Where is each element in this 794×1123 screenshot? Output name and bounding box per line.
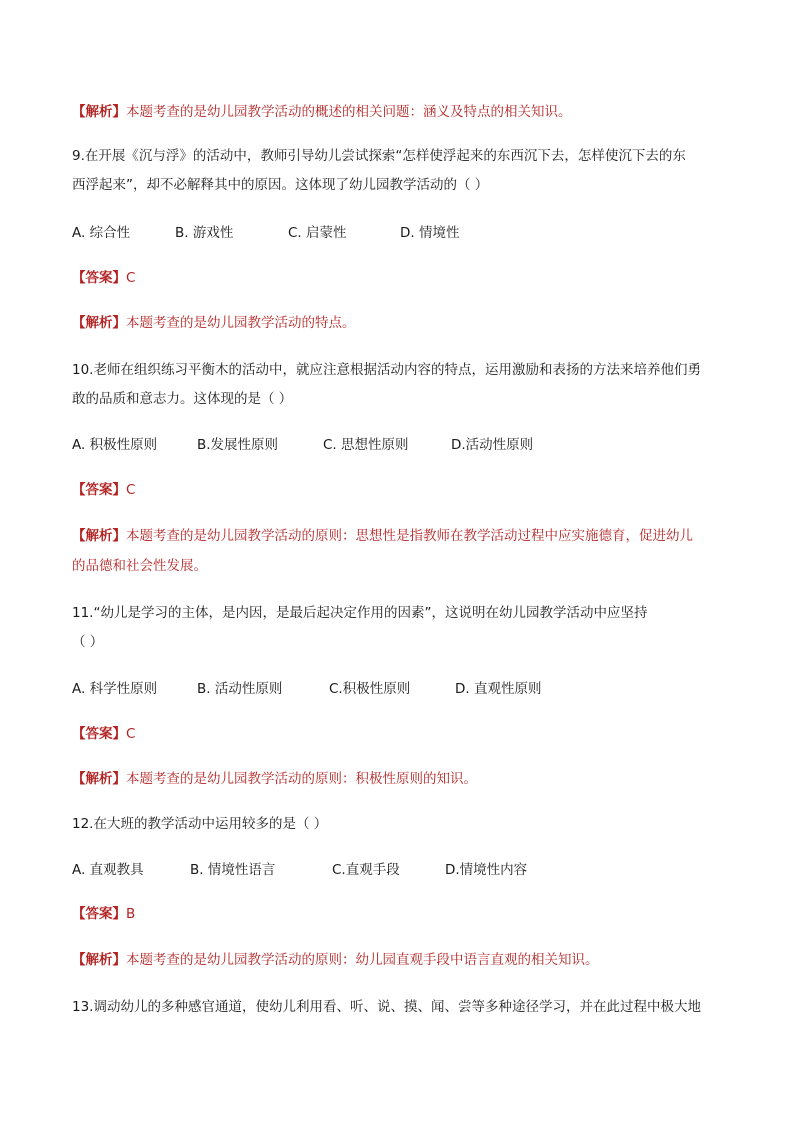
intro-analysis: 【解析】本题考查的是幼儿园教学活动的概述的相关问题：涵义及特点的相关知识。 xyxy=(72,104,572,120)
answer-tag: 【答案】 xyxy=(72,726,126,742)
option-a: A. 积极性原则 xyxy=(72,437,158,453)
question-10-analysis-cont: 的品德和社会性发展。 xyxy=(72,558,207,574)
answer-tag: 【答案】 xyxy=(72,270,126,286)
analysis-tag: 【解析】 xyxy=(72,528,126,544)
question-9-answer: 【答案】C xyxy=(72,270,136,286)
question-13-stem: 13.调动幼儿的多种感官通道，使幼儿利用看、听、说、摸、闻、尝等多种途径学习，并在此过程中极大地 xyxy=(72,999,701,1015)
option-b: B. 游戏性 xyxy=(175,225,234,241)
option-a: A. 直观教具 xyxy=(72,862,144,878)
answer-tag: 【答案】 xyxy=(72,482,126,498)
question-10-stem: 10.老师在组织练习平衡木的活动中，就应注意根据活动内容的特点，运用激励和表扬的方法来培养他们勇 xyxy=(72,362,701,378)
question-12-stem: 12.在大班的教学活动中运用较多的是（ ） xyxy=(72,816,328,832)
question-9-options xyxy=(72,224,734,242)
question-12-analysis: 【解析】本题考查的是幼儿园教学活动的原则：幼儿园直观手段中语言直观的相关知识。 xyxy=(72,952,599,968)
option-b: B. 情境性语言 xyxy=(190,862,276,878)
question-11-answer: 【答案】C xyxy=(72,726,136,742)
analysis-tag: 【解析】 xyxy=(72,952,126,968)
analysis-tag: 【解析】 xyxy=(72,771,126,787)
question-11-options xyxy=(72,680,734,698)
question-10-stem-cont: 敢的品质和意志力。这体现的是（ ） xyxy=(72,391,293,407)
option-b: B.发展性原则 xyxy=(197,437,279,453)
question-12-options xyxy=(72,861,734,879)
question-10-options xyxy=(72,436,734,454)
question-9-analysis: 【解析】本题考查的是幼儿园教学活动的特点。 xyxy=(72,315,356,331)
option-b: B. 活动性原则 xyxy=(197,681,283,697)
option-c: C.积极性原则 xyxy=(329,681,411,697)
question-11-stem: 11.“幼儿是学习的主体，是内因，是最后起决定作用的因素”，这说明在幼儿园教学活动中应坚持 xyxy=(72,605,648,621)
option-c: C.直观手段 xyxy=(332,862,400,878)
option-c: C. 思想性原则 xyxy=(323,437,409,453)
option-a: A. 科学性原则 xyxy=(72,681,158,697)
option-d: D. 情境性 xyxy=(400,225,460,241)
analysis-tag: 【解析】 xyxy=(72,315,126,331)
question-11-stem-cont: （ ） xyxy=(72,634,104,650)
option-d: D.情境性内容 xyxy=(445,862,528,878)
option-c: C. 启蒙性 xyxy=(288,225,347,241)
option-d: D.活动性原则 xyxy=(451,437,534,453)
option-a: A. 综合性 xyxy=(72,225,131,241)
question-10-answer: 【答案】C xyxy=(72,482,136,498)
option-d: D. 直观性原则 xyxy=(455,681,542,697)
answer-tag: 【答案】 xyxy=(72,906,126,922)
question-9-stem: 9.在开展《沉与浮》的活动中，教师引导幼儿尝试探索“怎样使浮起来的东西沉下去，怎样使沉下去的东 xyxy=(72,148,686,164)
question-9-stem-cont: 西浮起来”，却不必解释其中的原因。这体现了幼儿园教学活动的（ ） xyxy=(72,177,489,193)
question-12-answer: 【答案】B xyxy=(72,906,136,922)
analysis-tag: 【解析】 xyxy=(72,104,126,120)
question-10-analysis: 【解析】本题考查的是幼儿园教学活动的原则：思想性是指教师在教学活动过程中应实施德育，促进幼儿 xyxy=(72,528,693,544)
question-11-analysis: 【解析】本题考查的是幼儿园教学活动的原则：积极性原则的知识。 xyxy=(72,771,477,787)
